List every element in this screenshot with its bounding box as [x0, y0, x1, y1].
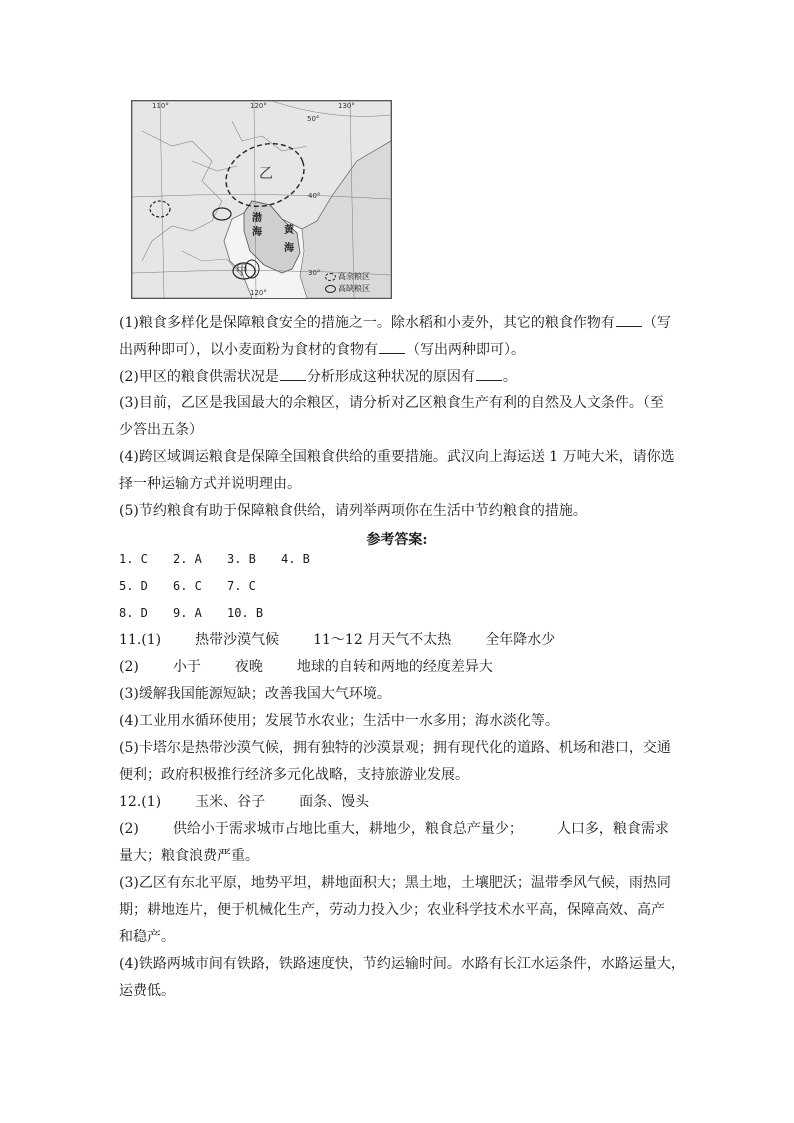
answer-blank	[616, 312, 642, 327]
map-drawing	[132, 101, 391, 298]
grain-region-map	[131, 100, 392, 299]
answer-11-3: (3)缓解我国能源短缺；改善我国大气环境。	[119, 686, 391, 702]
degree-label: 40°	[308, 192, 321, 200]
question-1: (1)粮食多样化是保障粮食安全的措施之一。除水稻和小麦外，其它的粮食作物有 （写	[119, 312, 679, 333]
degree-label: 120°	[250, 102, 267, 110]
degree-label: 30°	[308, 269, 321, 277]
answer-11-2: (2) 小于 夜晚 地球的自转和两地的经度差异大	[119, 659, 493, 675]
degree-label: 110°	[152, 102, 169, 110]
answer-12-3-cont: 和稳产。	[119, 929, 175, 945]
dashed-oval-icon	[325, 273, 336, 281]
answer-12-2-cont: 量大；粮食浪费严重。	[119, 848, 259, 864]
sea-label: 黄	[284, 225, 294, 236]
solid-oval-icon	[325, 285, 336, 293]
degree-label: 120°	[250, 289, 267, 297]
answer-12-4-cont: 运费低。	[119, 983, 175, 999]
answer-12-3-cont: 期；耕地连片，便于机械化生产，劳动力投入少；农业科学技术水平高，保障高效、高产	[119, 902, 665, 918]
legend-surplus: 高余粮区	[325, 271, 370, 283]
mc-answers-row: 1. C 2. A 3. B 4. B	[119, 552, 310, 566]
map-legend	[325, 271, 370, 295]
zone-label-jia: 甲	[236, 263, 249, 277]
question-4-cont: 择一种运输方式并说明理由。	[119, 476, 301, 492]
question-5: (5)节约粮食有助于保障粮食供给，请列举两项你在生活中节约粮食的措施。	[119, 503, 587, 519]
question-4: (4)跨区域调运粮食是保障全国粮食供给的重要措施。武汉向上海运送 1 万吨大米，请你选	[119, 449, 675, 465]
zone-label-yi: 乙	[259, 166, 273, 182]
answer-12-2: (2) 供给小于需求城市占地比重大，耕地少，粮食总产量少； 人口多，粮食需求	[119, 821, 669, 837]
answer-12-3: (3)乙区有东北平原，地势平坦，耕地面积大；黑土地，土壤肥沃；温带季风气候，雨热同	[119, 875, 671, 891]
sea-label: 海	[252, 227, 262, 238]
mc-answers-row: 5. D 6. C 7. C	[119, 579, 256, 593]
legend-deficit: 高缺粮区	[325, 283, 370, 295]
degree-label: 130°	[338, 102, 355, 110]
question-1-cont: 出两种即可），以小麦面粉为食材的食物有 （写出两种即可）。	[119, 339, 679, 360]
answer-11-5: (5)卡塔尔是热带沙漠气候，拥有独特的沙漠景观；拥有现代化的道路、机场和港口，交通	[119, 740, 671, 756]
sea-label: 渤	[252, 213, 262, 224]
answer-title: 参考答案:	[366, 532, 428, 548]
answer-11-4: (4)工业用水循环使用；发展节水农业；生活中一水多用；海水淡化等。	[119, 713, 559, 729]
degree-label: 50°	[307, 115, 320, 123]
answer-11-1: 11.(1) 热带沙漠气候 11～12 月天气不太热 全年降水少	[119, 632, 556, 648]
answer-12-4: (4)铁路两城市间有铁路，铁路速度快，节约运输时间。水路有长江水运条件，水路运量大，	[119, 956, 685, 972]
sea-label: 海	[284, 243, 294, 254]
answer-blank	[280, 366, 306, 381]
question-2: (2)甲区的粮食供需状况是 分析形成这种状况的原因有 。	[119, 366, 679, 387]
answer-blank	[476, 366, 502, 381]
answer-12-1: 12.(1) 玉米、谷子 面条、馒头	[119, 794, 370, 810]
answer-11-5-cont: 便利；政府积极推行经济多元化战略，支持旅游业发展。	[119, 767, 469, 783]
question-3-cont: 少答出五条）	[119, 422, 203, 438]
question-3: (3)目前，乙区是我国最大的余粮区，请分析对乙区粮食生产有利的自然及人文条件。（至	[119, 395, 664, 411]
answer-blank	[379, 339, 405, 354]
mc-answers-row: 8. D 9. A 10. B	[119, 606, 264, 620]
